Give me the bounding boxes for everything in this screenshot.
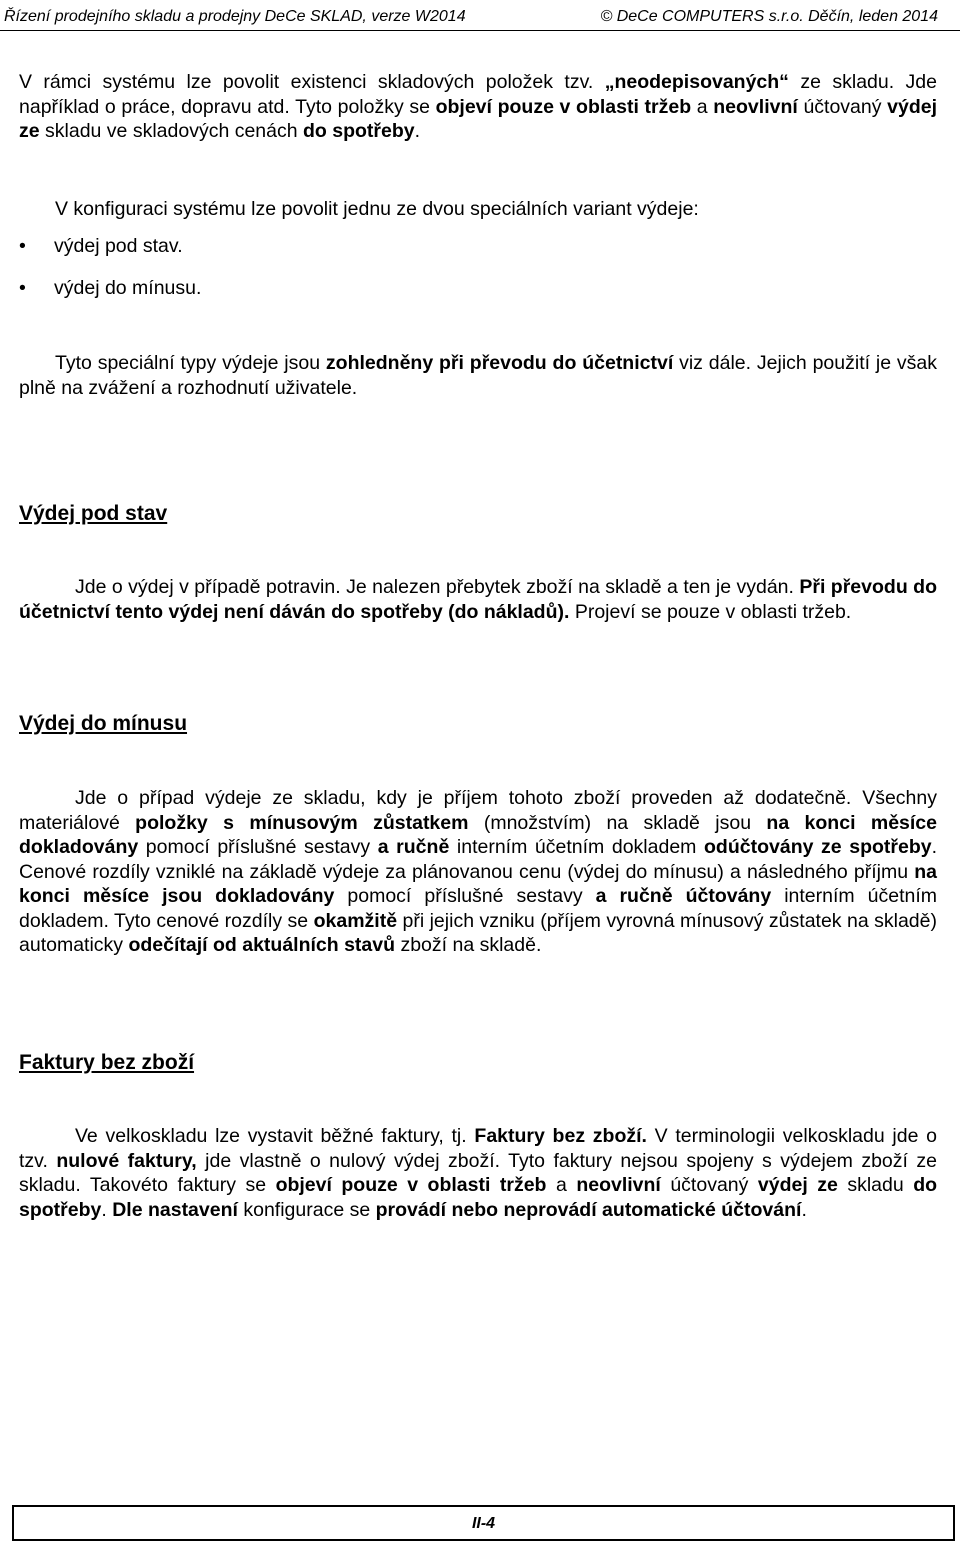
bold-span: a ručně (377, 836, 450, 858)
bold-span: výdej ze (757, 1174, 838, 1196)
bold-span: položky s mínusovým zůstatkem (135, 811, 469, 834)
text-span: a (546, 1174, 577, 1196)
bold-span: Při převodu do účetnictví tento výdej není dáván do spotřeby (do nákladů). (19, 576, 937, 623)
text-span: zboží na skladě. (395, 934, 542, 956)
text-span: Tyto speciální typy výdeje jsou (55, 352, 326, 374)
section-heading: Výdej pod stav (19, 502, 168, 525)
text-span: Projeví se pouze v oblasti tržeb. (569, 600, 852, 623)
text-span: V rámci systému lze povolit existenci skladových položek tzv. (19, 71, 605, 93)
text-span: a (691, 95, 714, 118)
text-span: interním účetním dokladem (449, 836, 705, 858)
bold-span: na konci měsíce dokladovány (19, 811, 937, 858)
bold-span: zohledněny při převodu do účetnictví (325, 352, 674, 374)
text-span: při jejich vzniku (příjem vyrovná mínusový zůstatek na skladě) automaticky (19, 909, 937, 956)
bold-span: a ručně účtovány (595, 885, 772, 907)
text-span: interním účetním dokladem. Tyto cenové rozdíly se (19, 885, 938, 932)
section1-paragraph (19, 575, 937, 624)
bold-span: neovlivní (576, 1174, 661, 1196)
bold-span: Dle nastavení (112, 1198, 238, 1221)
text-span: účtovaný (797, 95, 888, 118)
special-paragraph (19, 351, 937, 400)
section2-paragraph (19, 786, 937, 958)
header-copyright: © DeCe COMPUTERS s.r.o. Děčín, leden 2014 (600, 8, 938, 25)
text-span: jde vlastně o nulový výdej zboží. Tyto faktury nejsou spojeny s výdejem zboží ze skladu. Takovéto faktury se (19, 1149, 937, 1196)
text-span: konfigurace se (237, 1198, 376, 1221)
text-span: Jde o případ výdeje ze skladu, kdy je příjem tohoto zboží proveden až dodatečně. Všechny materiálové (19, 787, 937, 834)
bold-span: výdej ze (19, 95, 938, 142)
text-span: . (414, 120, 421, 142)
text-span: (množstvím) na skladě jsou (468, 811, 767, 834)
text-span: . Cenové rozdíly vzniklé na základě výdeje za plánovanou cenu (výdej do mínusu) a následného příjmu (19, 836, 937, 883)
page-header (0, 6, 960, 31)
text-span: účtovaný (660, 1174, 758, 1196)
text-span: Ve velkoskladu lze vystavit běžné faktury, tj. (75, 1125, 475, 1147)
bold-span: do spotřeby (19, 1174, 938, 1221)
bold-span: „neodepisovaných“ (604, 71, 789, 93)
text-span: viz dále. Jejich použití je však plně na zvážení a rozhodnutí uživatele. (19, 352, 937, 399)
bullet-icon: • (19, 277, 26, 299)
text-span: pomocí příslušné sestavy (138, 836, 378, 858)
bold-span: odečítají od aktuálních stavů (128, 934, 396, 956)
text-span: pomocí příslušné sestavy (334, 885, 596, 907)
bold-span: objeví pouze v oblasti tržeb (275, 1174, 547, 1196)
section-heading: Výdej do mínusu (19, 712, 188, 735)
text-span: Jde o výdej v případě potravin. Je nalezen přebytek zboží na skladě a ten je vydán. (75, 576, 800, 598)
text-span: . (101, 1198, 113, 1221)
header-title: Řízení prodejního skladu a prodejny DeCe SKLAD, verze W2014 (4, 8, 466, 25)
config-intro: V konfiguraci systému lze povolit jednu ze dvou speciálních variant výdeje: (55, 198, 699, 220)
bold-span: objeví pouze v oblasti tržeb (435, 95, 692, 118)
text-span: skladu (837, 1174, 914, 1196)
intro-paragraph (19, 70, 937, 144)
bullet-icon: • (19, 235, 26, 257)
bold-span: do spotřeby (303, 120, 415, 142)
text-span: V terminologii velkoskladu jde o tzv. (19, 1125, 937, 1172)
bold-span: odúčtovány ze spotřeby (704, 836, 932, 858)
section3-paragraph (19, 1124, 937, 1222)
bold-span: Faktury bez zboží. (474, 1125, 647, 1147)
text-span: ze skladu. Jde například o práce, dopravu atd. Tyto položky se (19, 71, 937, 118)
list-item-label: výdej do mínusu. (54, 277, 202, 299)
bold-span: nulové faktury, (56, 1149, 197, 1172)
list-item-label: výdej pod stav. (54, 235, 183, 257)
text-span: skladu ve skladových cenách (39, 120, 304, 142)
bold-span: neovlivní (713, 95, 798, 118)
section-heading: Faktury bez zboží (19, 1051, 195, 1074)
bold-span: provádí nebo neprovádí automatické účtování (375, 1198, 802, 1221)
bold-span: okamžitě (313, 909, 398, 932)
page-number: II-4 (471, 1515, 496, 1532)
text-span: . (801, 1198, 807, 1221)
bold-span: na konci měsíce jsou dokladovány (19, 860, 937, 907)
page-footer (12, 1505, 955, 1541)
